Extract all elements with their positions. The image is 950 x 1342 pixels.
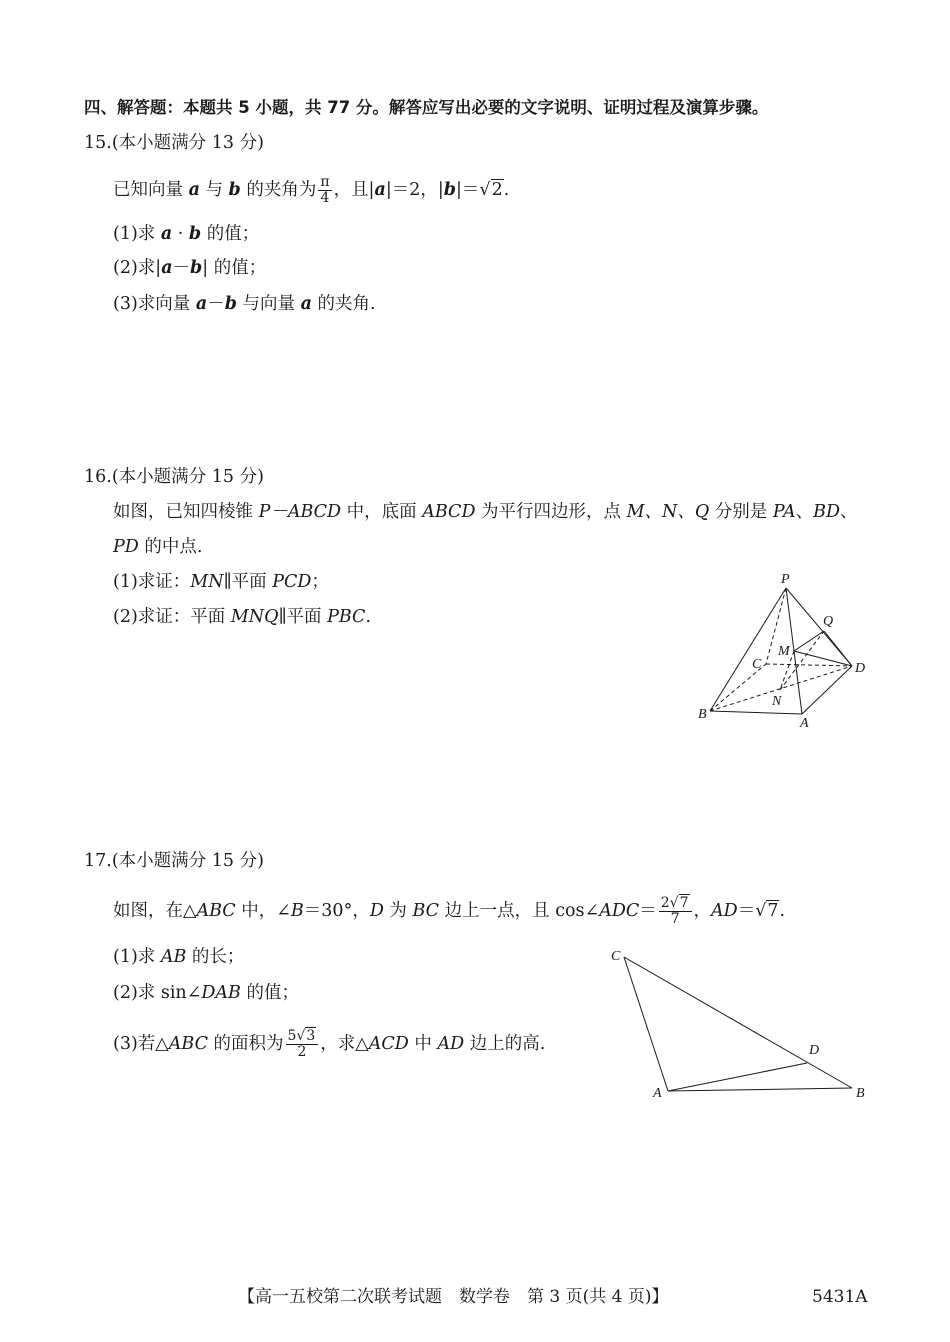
q15-stem-text: . (503, 180, 510, 200)
segment-nq-hidden (780, 631, 824, 690)
angle-b: B (290, 901, 304, 921)
q16-part1-text: ∥平面 (223, 572, 273, 592)
edge-ba (710, 711, 802, 714)
q15-stem-text: 的夹角为 (240, 180, 317, 200)
q15-part2-text: (2)求| (113, 258, 162, 278)
q17-stem-text: 如图，在△ (113, 901, 197, 921)
vector-a: a (160, 224, 173, 244)
segment-pd: PD (113, 537, 139, 557)
triangle-abc: ABC (168, 1034, 208, 1054)
q15-stem-text: |＝ (456, 180, 480, 200)
q17-stem-text: 边上一点，且 cos∠ (439, 901, 600, 921)
q15-part3 (113, 292, 376, 316)
q15-part2 (113, 256, 266, 280)
q16-stem-line2 (113, 535, 202, 559)
plane-pcd: PCD (272, 572, 312, 592)
fraction-pi-over-4 (318, 175, 331, 206)
fraction-denominator: 2 (297, 1044, 307, 1060)
sqrt-icon: √ (669, 895, 679, 911)
section-heading-text: 四、解答题：本题共 5 小题，共 77 分。解答应写出必要的文字说明、证明过程及演算步骤。 (84, 98, 769, 117)
sqrt-radicand: 3 (306, 1028, 316, 1044)
q17-part3-text: ，求△ (320, 1034, 369, 1054)
q17-header (84, 849, 264, 873)
q17-stem-text: 为 (383, 901, 413, 921)
segment-ad: AD (711, 901, 738, 921)
q17-part2 (113, 981, 299, 1005)
q17-part2-text: (2)求 sin∠ (113, 983, 202, 1003)
plane-pbc: PBC (327, 607, 366, 627)
vector-b: b (224, 294, 237, 314)
sqrt-icon: √ (296, 1028, 306, 1044)
q15-stem-text: 与 (199, 180, 229, 200)
q15-stem-text: |＝2，| (385, 180, 444, 200)
q17-part3-text: 中 (408, 1034, 438, 1054)
fraction-numerator: π (320, 174, 330, 190)
plane-mnq: MNQ (230, 607, 279, 627)
q15-stem (113, 173, 509, 207)
q16-part2-text: ∥平面 (278, 607, 328, 627)
q16-part1-text: (1)求证： (113, 572, 191, 592)
side-cb (624, 957, 852, 1088)
page-footer-title (238, 1285, 669, 1309)
label-m: M (778, 644, 790, 659)
q17-stem-text: ， (693, 901, 712, 921)
q15-part2-text: － (172, 258, 191, 278)
triangle-abc: ABC (196, 901, 236, 921)
segment-pa: PA (772, 502, 796, 522)
side-ca (624, 957, 668, 1091)
q17-part1 (113, 945, 244, 969)
side-bc: BC (412, 901, 440, 921)
q17-stem (113, 893, 785, 929)
label-n: N (772, 694, 782, 709)
q17-part3 (113, 1026, 545, 1062)
q17-stem-text: ＝ (639, 901, 657, 921)
sqrt-icon: √ (479, 180, 491, 200)
fraction-area (286, 1029, 319, 1060)
q16-stem-text: 的中点. (138, 537, 203, 557)
fraction-denominator: 4 (320, 190, 330, 206)
q16-part1-text: ； (311, 572, 329, 592)
vector-b: b (190, 258, 203, 278)
q17-number: 17. (84, 851, 112, 871)
q15-part1-text: · (172, 224, 189, 244)
label-d: D (809, 1043, 820, 1058)
fraction-denominator: 7 (670, 911, 680, 927)
fraction-cos (659, 896, 692, 927)
label-b: B (856, 1086, 865, 1101)
q17-score: (本小题满分 15 分) (111, 851, 264, 871)
segment-md (794, 651, 852, 666)
label-c: C (611, 949, 621, 964)
sqrt-icon: √ (755, 901, 767, 921)
label-c: C (752, 657, 762, 672)
q16-stem-line1 (113, 500, 858, 524)
edge-cd-hidden (766, 664, 852, 666)
section-heading (84, 96, 768, 120)
footer-code-text: 5431A (812, 1287, 868, 1307)
q15-score: (本小题满分 13 分) (111, 133, 264, 153)
vector-a: a (300, 294, 312, 314)
segment-ad (668, 1063, 807, 1091)
label-q: Q (823, 614, 834, 629)
q16-number: 16. (84, 467, 112, 487)
q17-stem-text: . (779, 901, 786, 921)
label-a: A (653, 1086, 662, 1101)
q16-score: (本小题满分 15 分) (111, 467, 264, 487)
edge-pb (710, 588, 786, 711)
q15-part1-text: 的值； (201, 224, 260, 244)
pyramid-figure (690, 568, 875, 733)
label-a: A (800, 716, 809, 731)
base-name: ABCD (422, 502, 476, 522)
q15-stem-text: ，且| (333, 180, 375, 200)
fraction-numerator (659, 896, 692, 912)
triangle-acd: ACD (368, 1034, 409, 1054)
vector-b: b (188, 224, 202, 244)
segment-mq (794, 631, 824, 651)
q17-part3-text: 边上的高. (464, 1034, 546, 1054)
vector-b: b (228, 180, 241, 200)
angle-dab: DAB (201, 983, 241, 1003)
side-ab: AB (160, 947, 187, 967)
q16-part2-text: . (365, 607, 372, 627)
sqrt-radicand: 7 (767, 901, 779, 921)
pyramid-name: P－ABCD (258, 502, 342, 522)
vector-a: a (195, 294, 208, 314)
coef: 5 (287, 1028, 297, 1044)
q15-part3-text: (3)求向量 (113, 294, 196, 314)
q15-part1-text: (1)求 (113, 224, 161, 244)
q17-stem-text: ＝30°， (303, 901, 370, 921)
q15-part3-text: － (207, 294, 225, 314)
q16-stem-text: 、 (840, 502, 858, 522)
label-p: P (781, 572, 790, 587)
line-mn: MN (190, 572, 224, 592)
segment-bd: BD (813, 502, 841, 522)
q15-part1 (113, 222, 259, 246)
side-ab (668, 1088, 852, 1091)
q15-number: 15. (84, 133, 112, 153)
triangle-figure (605, 942, 875, 1104)
label-b: B (698, 707, 707, 722)
q16-stem-text: 为平行四边形，点 (475, 502, 627, 522)
vector-b: b (443, 180, 456, 200)
q16-part2-text: (2)求证：平面 (113, 607, 231, 627)
label-d: D (855, 661, 866, 676)
edge-qd (824, 631, 852, 666)
q17-part1-text: (1)求 (113, 947, 161, 967)
q17-stem-text: 中，∠ (235, 901, 291, 921)
q16-header (84, 465, 264, 489)
q16-stem-text: 分别是 (709, 502, 773, 522)
q16-stem-text: 中，底面 (341, 502, 423, 522)
segment-ad: AD (437, 1034, 465, 1054)
q16-stem-text: 如图，已知四棱锥 (113, 502, 259, 522)
page-footer-code (812, 1285, 868, 1309)
vector-a: a (374, 180, 386, 200)
q16-stem-text: 、 (795, 502, 814, 522)
footer-title-text: 【高一五校第二次联考试题 数学卷 第 3 页(共 4 页)】 (238, 1287, 669, 1307)
q15-header (84, 131, 264, 155)
q17-part3-text: 的面积为 (207, 1034, 284, 1054)
sqrt-radicand: 7 (679, 895, 689, 911)
q17-part3-text: (3)若△ (113, 1034, 169, 1054)
q17-stem-text: ＝ (737, 901, 756, 921)
q15-part3-text: 与向量 (236, 294, 301, 314)
q15-part2-text: | 的值； (202, 258, 267, 278)
fraction-numerator (286, 1029, 319, 1045)
vector-a: a (188, 180, 200, 200)
edge-ad (802, 666, 852, 714)
sqrt-radicand: 2 (491, 180, 503, 200)
vector-a: a (161, 258, 173, 278)
q15-part3-text: 的夹角. (311, 294, 376, 314)
angle-adc: ADC (599, 901, 640, 921)
q16-part2 (113, 605, 371, 629)
q17-part2-text: 的值； (240, 983, 299, 1003)
midpoints-names: M、N、Q (626, 502, 710, 522)
point-d: D (369, 901, 384, 921)
q17-part1-text: 的长； (186, 947, 245, 967)
q15-stem-text: 已知向量 (113, 180, 189, 200)
coef: 2 (660, 895, 670, 911)
q16-part1 (113, 570, 329, 594)
